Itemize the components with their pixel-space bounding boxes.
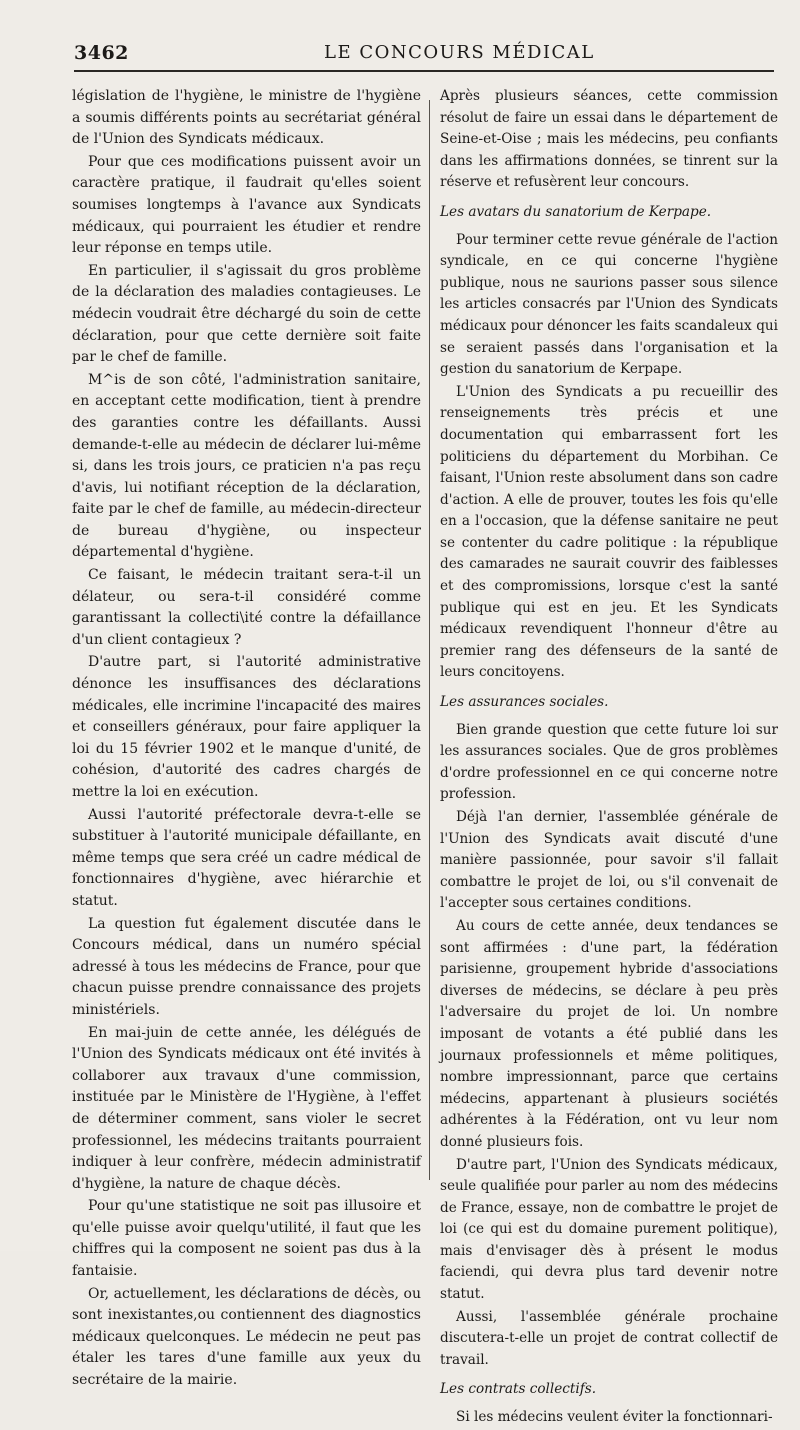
paragraph: Or, actuellement, les déclarations de décès, ou sont inexistantes,ou contiennent des diagnostics médicaux quelconques. Le médecin ne peut pas étaler les tares d'une famille aux yeux du secrétaire de la mairie. (72, 1285, 421, 1389)
paragraph: législation de l'hygiène, le ministre de l'hygiène a soumis différents points au secrétariat général de l'Union des Syndicats médicaux. (72, 88, 421, 148)
header-rule (74, 70, 774, 72)
paragraph: Après plusieurs séances, cette commission résolut de faire un essai dans le département de Seine-et-Oise ; mais les médecins, peu confiants dans les affirmations données, se tinrent sur la réserve et refusèrent leur concours. (440, 88, 778, 191)
paragraph: En particulier, il s'agissait du gros problème de la déclaration des maladies contagieuses. Le médecin voudrait être déchargé du soin de cette déclaration, pour que cette dernière soit faite par le chef de famille. (72, 262, 421, 366)
right-column (440, 86, 778, 1430)
paragraph: Bien grande question que cette future loi sur les assurances sociales. Que de gros problèmes d'ordre professionnel en ce qui concerne notre profession. (440, 721, 778, 803)
paragraph: Aussi l'autorité préfectorale devra-t-elle se substituer à l'autorité municipale défaillante, en même temps que sera créé un cadre médical de fonctionnaires d'hygiène, avec hiérarchie et statut. (72, 806, 421, 909)
section-heading-assurances: Les assurances sociales. (440, 694, 609, 711)
paragraph: M^is de son côté, l'administration sanitaire, en acceptant cette modification, tient à prendre des garanties contre les défaillants. Aussi demande-t-elle au médecin de déclarer lui-même si, dans les trois jours, ce praticien n'a pas reçu d'avis, lui notifiant réception de la déclaration, faite par le chef de famille, au médecin-directeur de bureau d'hygiène, ou inspecteur départemental d'hygiène. (72, 371, 421, 561)
paragraph: En mai-juin de cette année, les délégués de l'Union des Syndicats médicaux ont été invités à collaborer aux travaux d'une commission, instituée par le Ministère de l'Hygiène, à l'effet de déterminer comment, sans violer le secret professionnel, les médecins traitants pourraient indiquer à leur confrère, médecin administratif d'hygiène, la nature de chaque décès. (72, 1024, 421, 1192)
paragraph: Pour terminer cette revue générale de l'action syndicale, en ce qui concerne l'hygiène publique, nous ne saurions passer sous silence les articles consacrés par l'Union des Syndicats médicaux pour dénoncer les faits scandaleux qui se seraient passés dans l'organisation et la gestion du sanatorium de Kerpape. (440, 231, 778, 378)
paragraph: Pour que ces modifications puissent avoir un caractère pratique, il faudrait qu'elles soient soumises longtemps à l'avance aux Syndicats médicaux, qui pourraient les étudier et rendre leur réponse en temps utile. (72, 153, 421, 257)
paragraph: L'Union des Syndicats a pu recueillir des renseignements très précis et une documentation qui embarrassent fort les politiciens du département du Morbihan. Ce faisant, l'Union reste absolument dans son cadre d'action. A elle de prouver, toutes les fois qu'elle en a l'occasion, que la défense sanitaire ne peut se contenter du cadre politique : la république des camarades ne saurait couvrir des faiblesses et des compromissions, lorsque c'est la santé publique qui est en jeu. Et les Syndicats médicaux revendiquent l'honneur d'être au premier rang des défenseurs de la santé de leurs concitoyens. (440, 383, 778, 681)
paragraph: Au cours de cette année, deux tendances se sont affirmées : d'une part, la fédération parisienne, groupement hybride d'associations diverses de médecins, se déclare à peu près l'adversaire du projet de loi. Un nombre imposant de votants a été publié dans les journaux professionnels et même politiques, nombre impressionnant, parce que certains médecins, appartenant à plusieurs sociétés adhérentes à la Fédération, ont vu leur nom donné plusieurs fois. (440, 917, 778, 1150)
paragraph: D'autre part, si l'autorité administrative dénonce les insuffisances des déclarations médicales, elle incrimine l'incapacité des maires et conseillers généraux, pour faire appliquer la loi du 15 février 1902 et le manque d'unité, de cohésion, d'autorité des cadres chargés de mettre la loi en exécution. (72, 654, 421, 800)
paragraph: D'autre part, l'Union des Syndicats médicaux, seule qualifiée pour parler au nom des médecins de France, essaye, non de combattre le projet de loi (ce qui est du domaine purement politique), mais d'envisager dès à présent le modus faciendi, qui devra plus tard devenir notre statut. (440, 1156, 778, 1303)
paragraph: La question fut également discutée dans le Concours médical, dans un numéro spécial adressé à tous les médecins de France, pour que chacun puisse prendre connaissance des projets ministériels. (72, 915, 421, 1018)
paragraph: Ce faisant, le médecin traitant sera-t-il un délateur, ou sera-t-il considéré comme garantissant la collecti\ité contre la défaillance d'un client contagieux ? (72, 567, 421, 648)
paragraph: Déjà l'an dernier, l'assemblée générale de l'Union des Syndicats avait discuté d'une manière passionnée, pour savoir s'il fallait combattre le projet de loi, ou s'il convenait de l'accepter sous certaines conditions. (440, 809, 778, 912)
section-heading-contrats: Les contrats collectifs. (440, 1381, 597, 1398)
paragraph: Aussi, l'assemblée générale prochaine discutera-t-elle un projet de contrat collectif de travail. (440, 1308, 778, 1368)
paragraph: Si les médecins veulent éviter la fonctionnari- (456, 1409, 773, 1426)
page-number: 3462 (74, 42, 129, 64)
paragraph: Pour qu'une statistique ne soit pas illusoire et qu'elle puisse avoir quelqu'utilité, il faut que les chiffres qui la composent ne soient pas dus à la fantaisie. (72, 1198, 421, 1280)
journal-title: LE CONCOURS MÉDICAL (324, 42, 595, 63)
section-heading-kerpape: Les avatars du sanatorium de Kerpape. (440, 203, 712, 220)
left-column (72, 86, 421, 1393)
page-header (74, 42, 774, 70)
column-divider (429, 100, 430, 1180)
